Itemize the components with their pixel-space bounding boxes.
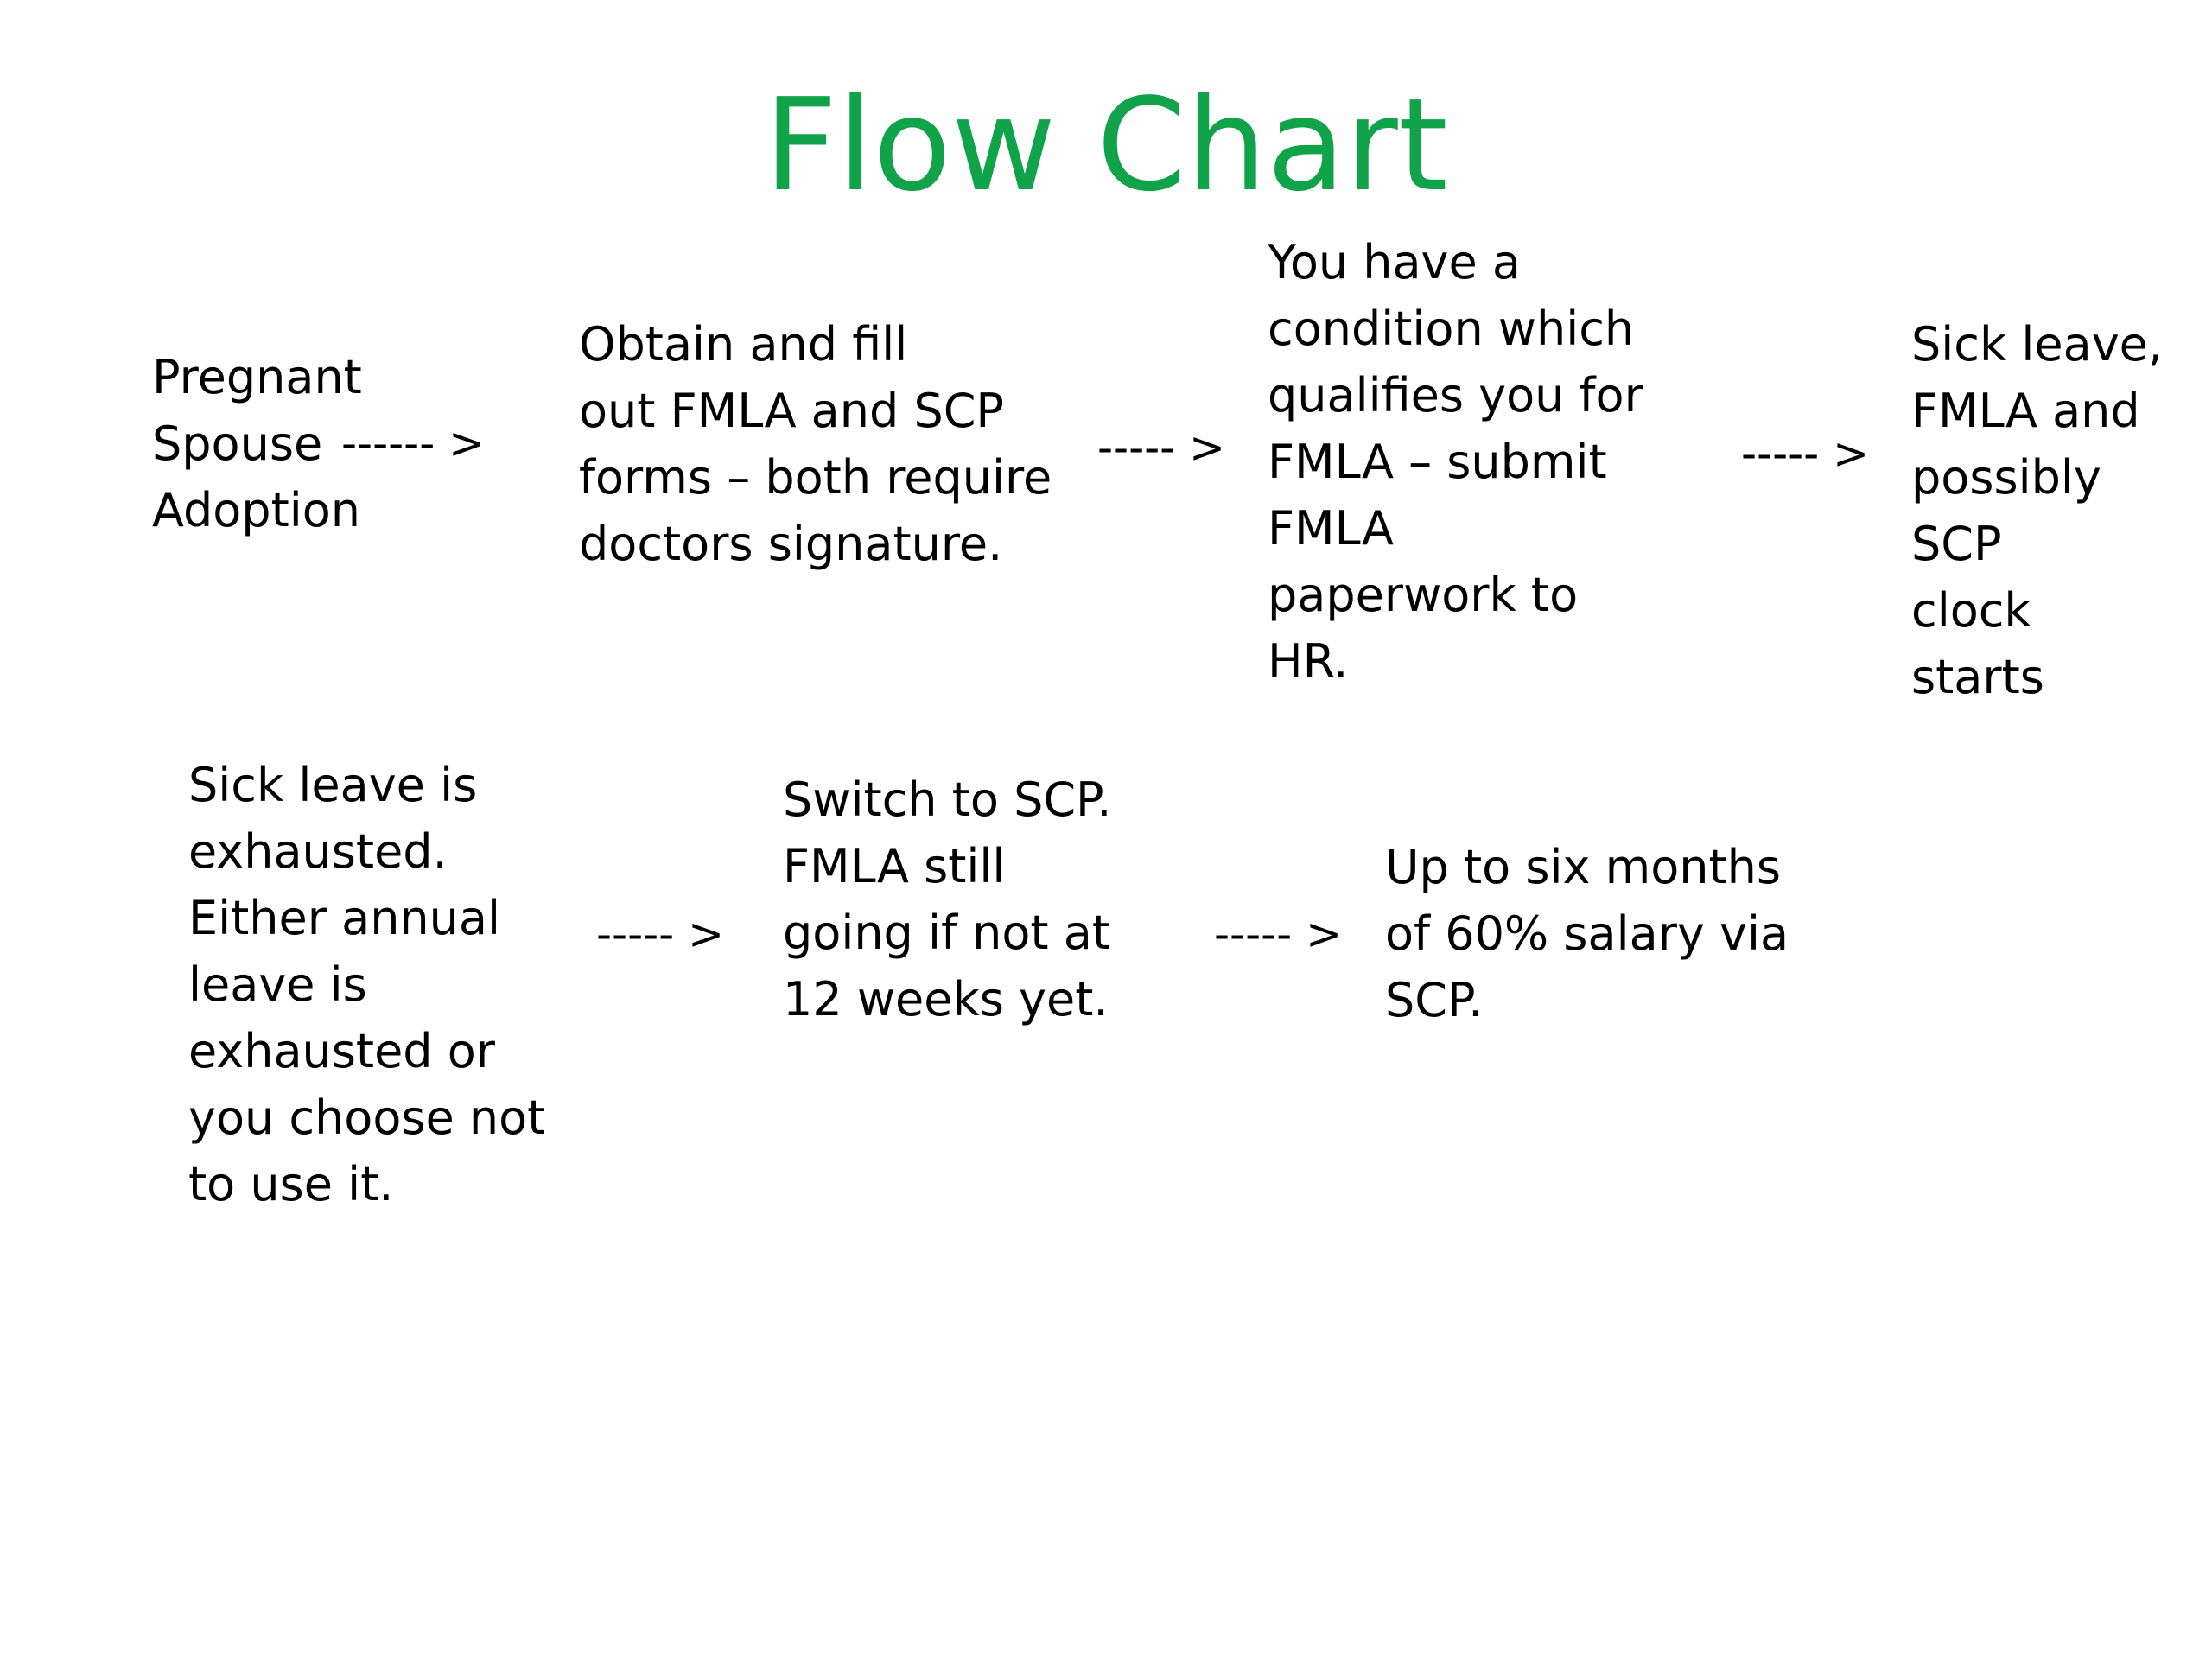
- node-text-line: leave is: [188, 957, 367, 1012]
- node-text-line: out FMLA and SCP: [579, 384, 1004, 438]
- node-text-line: exhausted.: [188, 824, 448, 879]
- flow-node-start: [152, 344, 362, 543]
- node-text-line: SCP.: [1385, 973, 1484, 1027]
- node-text-line: forms – both require: [579, 450, 1052, 505]
- node-text-line: Either annual: [188, 891, 500, 945]
- node-text-line: clock: [1911, 583, 2031, 638]
- node-text-line: starts: [1911, 650, 2044, 704]
- node-text-line: going if not at: [783, 906, 1111, 960]
- node-text-line: possibly: [1911, 450, 2101, 505]
- node-text-line: FMLA – submit: [1268, 435, 1607, 489]
- node-text-line: qualifies you for: [1268, 368, 1643, 423]
- flow-node-sick-leave-exhausted: [188, 752, 545, 1217]
- node-text-line: of 60% salary via: [1385, 906, 1789, 961]
- node-text-line: you choose not: [188, 1090, 546, 1145]
- node-text-line: Up to six months: [1385, 840, 1781, 894]
- flow-arrow-3: ----- >: [1741, 429, 1869, 479]
- node-text-line: condition which: [1268, 302, 1635, 356]
- flow-arrow-2: ----- >: [1097, 423, 1225, 473]
- node-text-line: Spouse: [152, 416, 323, 471]
- flow-node-six-months-salary: [1385, 834, 1789, 1033]
- node-text-line: Sick leave,: [1911, 317, 2164, 372]
- node-text-line: Obtain and fill: [579, 317, 908, 372]
- flow-node-obtain-forms: [579, 311, 1052, 577]
- node-text-line: HR.: [1268, 634, 1349, 689]
- node-text-line: Switch to SCP.: [783, 772, 1112, 827]
- node-text-line: You have a: [1268, 235, 1521, 289]
- flow-arrow-5: ----- >: [1214, 909, 1342, 959]
- flow-arrow-4: ----- >: [596, 909, 724, 959]
- node-text-line: 12 weeks yet.: [783, 972, 1109, 1027]
- flow-arrow-1: ------ >: [341, 418, 486, 468]
- node-text-line: Pregnant: [152, 350, 362, 404]
- flow-node-switch-to-scp: [783, 766, 1111, 1033]
- node-text-line: Adoption: [152, 483, 361, 537]
- node-text-line: doctors signature.: [579, 517, 1003, 571]
- node-text-line: FMLA: [1268, 501, 1394, 556]
- page-title: Flow Chart: [764, 71, 1448, 219]
- node-text-line: SCP: [1911, 517, 2002, 571]
- node-text-line: paperwork to: [1268, 568, 1579, 622]
- node-text-line: FMLA still: [783, 839, 1006, 893]
- node-text-line: to use it.: [188, 1157, 394, 1211]
- node-text-line: Sick leave is: [188, 758, 478, 812]
- node-text-line: FMLA and: [1911, 384, 2140, 438]
- flow-node-submit-fmla: [1268, 229, 1643, 695]
- node-text-line: exhausted or: [188, 1024, 495, 1078]
- flow-node-clock-starts: [1911, 311, 2163, 710]
